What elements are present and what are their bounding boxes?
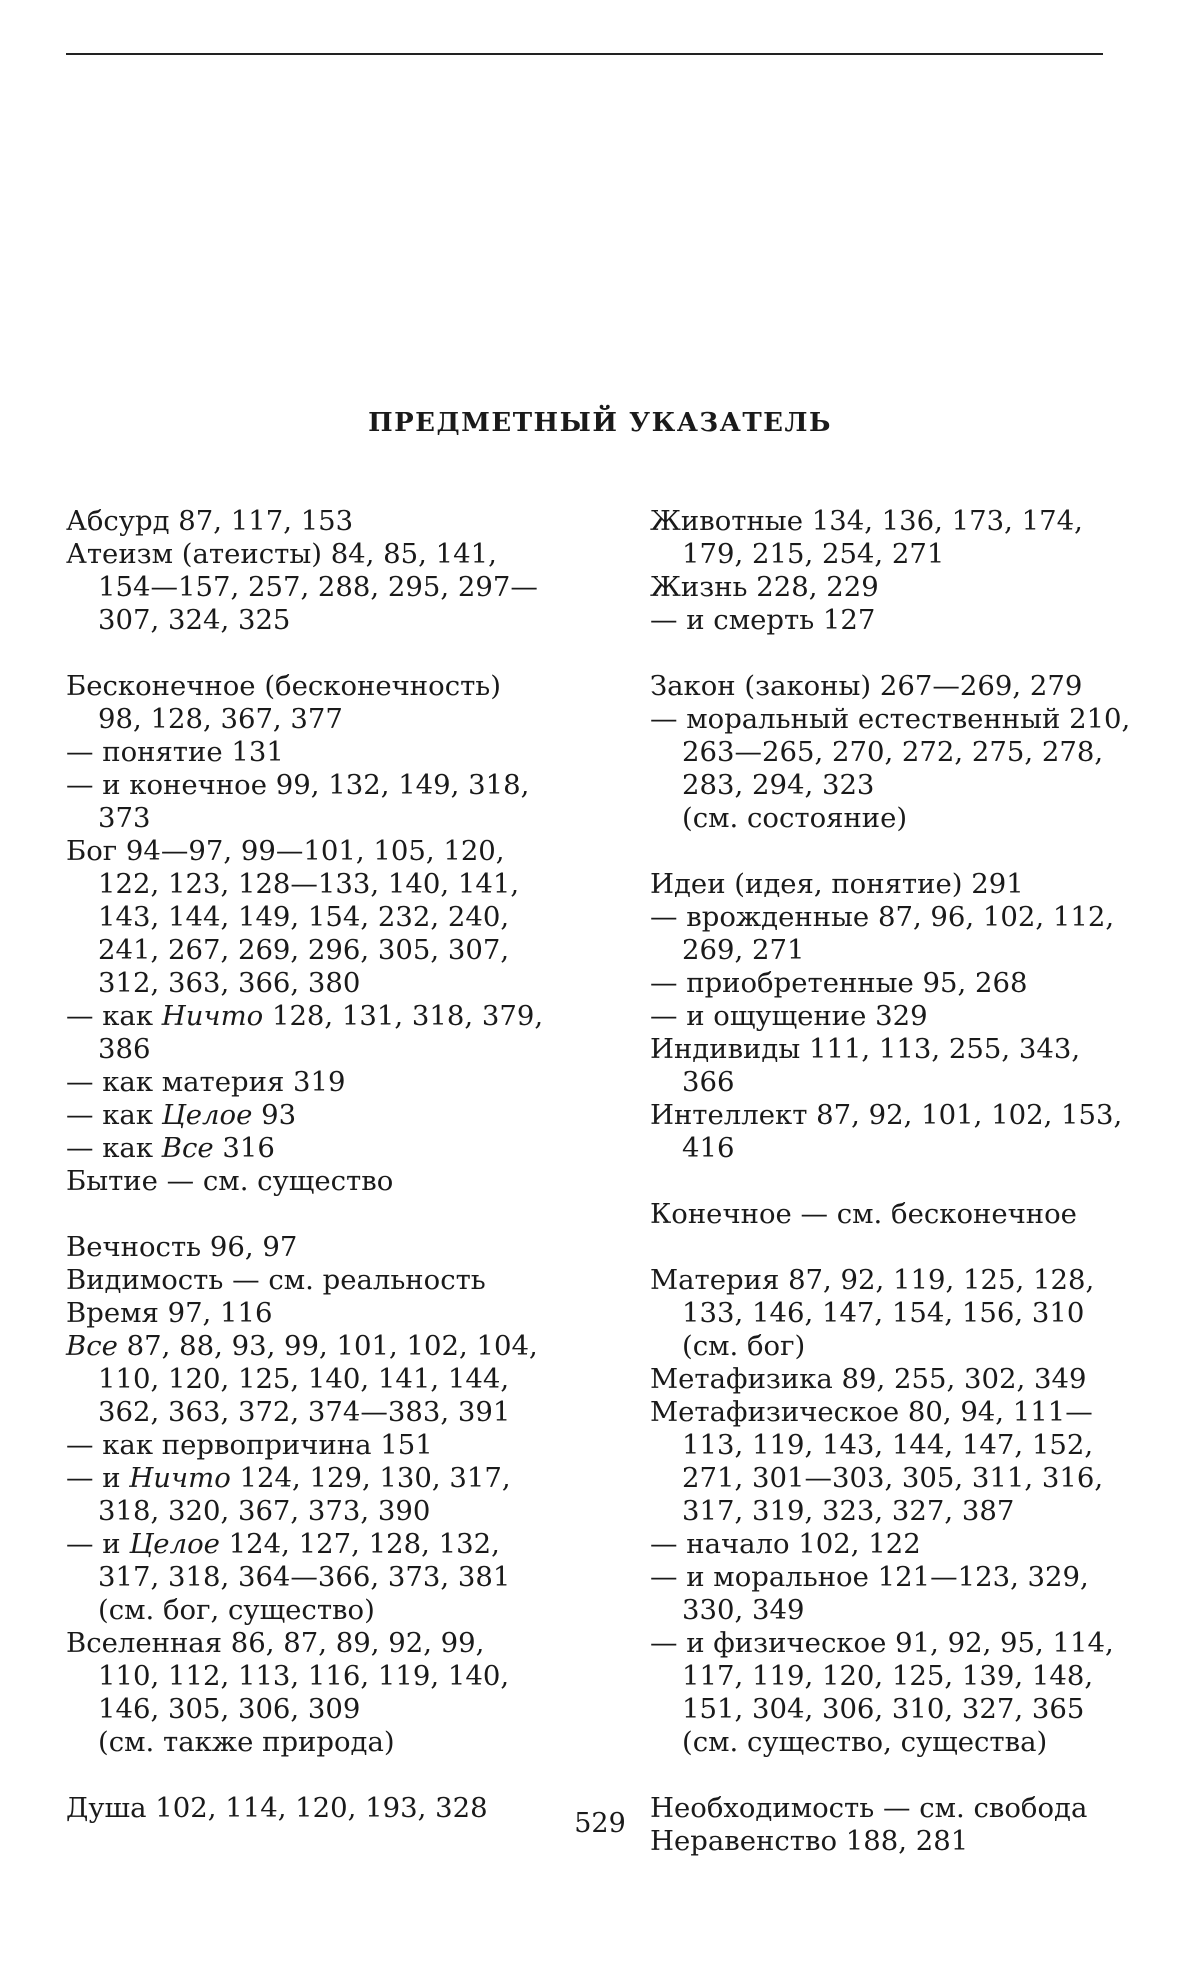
index-text: — начало 102, 122 [650,1528,921,1560]
index-entry [66,769,552,835]
index-entry [650,1000,1138,1033]
index-see-also: (см. также природа) [98,1726,395,1758]
index-term-italic: Целое [129,1528,220,1560]
index-text: — врожденные 87, 96, 102, 112, 269, 271 [650,901,1115,966]
index-entry [66,1627,552,1759]
index-entry [650,604,1138,637]
index-text: 87, 88, 93, 99, 101, 102, 104, 110, 120, 125, 140, 141, 144, 362, 363, 372, 374—383, 391 [98,1330,538,1428]
index-text: — и физическое 91, 92, 95, 114, 117, 119, 120, 125, 139, 148, 151, 304, 306, 310, 327, 365 [650,1627,1114,1725]
top-rule [66,53,1103,55]
index-term-italic: Все [161,1132,214,1164]
index-text: Индивиды 111, 113, 255, 343, 366 [650,1033,1081,1098]
index-entry [650,571,1138,604]
index-entry [66,538,552,637]
index-entry [66,1132,552,1165]
index-entry [650,1561,1138,1627]
index-entry [66,1066,552,1099]
index-text: Время 97, 116 [66,1297,273,1329]
index-text: Материя 87, 92, 119, 125, 128, 133, 146, 147, 154, 156, 310 [650,1264,1095,1329]
index-text: Душа 102, 114, 120, 193, 328 [66,1792,488,1824]
index-entry [650,1627,1138,1759]
index-text: — приобретенные 95, 268 [650,967,1028,999]
index-entry [66,1000,552,1066]
index-text: — и [66,1528,130,1560]
index-text: — и конечное 99, 132, 149, 318, 373 [66,769,530,834]
index-text: — как [66,1000,162,1032]
index-column-left [66,505,552,1825]
index-term-italic: Ничто [129,1462,231,1494]
index-text: Конечное — см. бесконечное [650,1198,1077,1230]
index-text: Идеи (идея, понятие) 291 [650,868,1024,900]
index-entry [650,967,1138,1000]
index-term-italic: Целое [161,1099,253,1131]
index-see-also: (см. бог) [682,1330,806,1362]
index-entry [66,1528,552,1627]
index-text: Атеизм (атеисты) 84, 85, 141, 154—157, 257, 288, 295, 297—307, 324, 325 [66,538,538,636]
index-see-also: (см. бог, существо) [98,1594,375,1626]
index-entry [66,505,552,538]
index-see-also: (см. состояние) [682,802,908,834]
index-text: Метафизическое 80, 94, 111—113, 119, 143, 144, 147, 152, 271, 301—303, 305, 311, 316, 317, 319, 323, 327, 387 [650,1396,1104,1527]
index-entry [650,670,1138,703]
index-text: — как [66,1132,162,1164]
index-text: — и смерть 127 [650,604,876,636]
index-entry [650,1528,1138,1561]
index-entry [650,1198,1138,1231]
index-entry [66,736,552,769]
index-text: — как первопричина 151 [66,1429,433,1461]
index-text: Бытие — см. существо [66,1165,394,1197]
index-term-italic: Ничто [161,1000,264,1032]
index-entry [66,1165,552,1198]
index-entry [650,1264,1138,1363]
index-text: 316 [213,1132,275,1164]
index-entry [650,703,1138,835]
index-entry [650,868,1138,901]
index-text: — моральный естественный 210, 263—265, 270, 272, 275, 278, 283, 294, 323 [650,703,1131,801]
index-term-italic: Все [66,1330,118,1362]
index-text: — и моральное 121—123, 329, 330, 349 [650,1561,1089,1626]
index-text: 128, 131, 318, 379, 386 [98,1000,544,1065]
index-text: — как [66,1099,162,1131]
index-entry [66,670,552,736]
index-text: 124, 127, 128, 132, 317, 318, 364—366, 373, 381 [98,1528,511,1593]
index-text: 124, 129, 130, 317, 318, 320, 367, 373, 390 [98,1462,511,1527]
index-see-also: (см. существо, существа) [682,1726,1048,1758]
index-entry [650,505,1138,571]
index-entry [650,901,1138,967]
index-text: Бесконечное (бесконечность) 98, 128, 367, 377 [66,670,502,735]
index-entry [650,1363,1138,1396]
index-text: Абсурд 87, 117, 153 [66,505,354,537]
index-text: Животные 134, 136, 173, 174, 179, 215, 254, 271 [650,505,1083,570]
page-title: ПРЕДМЕТНЫЙ УКАЗАТЕЛЬ [368,408,832,438]
index-entry [66,1462,552,1528]
index-text: Вселенная 86, 87, 89, 92, 99, 110, 112, 113, 116, 119, 140, 146, 305, 306, 309 [66,1627,510,1725]
index-entry [66,835,552,1000]
index-text: Жизнь 228, 229 [650,571,879,603]
index-text: 93 [252,1099,297,1131]
index-entry [66,1330,552,1429]
index-text: Интеллект 87, 92, 101, 102, 153, 416 [650,1099,1123,1164]
index-text: — понятие 131 [66,736,284,768]
index-entry [66,1429,552,1462]
index-entry [650,1099,1138,1165]
index-entry [66,1264,552,1297]
index-entry [66,1099,552,1132]
index-text: Необходимость — см. свобода [650,1792,1088,1824]
index-text: — и ощущение 329 [650,1000,928,1032]
index-column-right [650,505,1138,1858]
index-text: Видимость — см. реальность [66,1264,486,1296]
page-number: 529 [574,1808,626,1839]
index-entry [650,1033,1138,1099]
index-entry [650,1396,1138,1528]
index-text: Вечность 96, 97 [66,1231,298,1263]
index-text: — и [66,1462,130,1494]
index-entry [66,1231,552,1264]
index-text: Закон (законы) 267—269, 279 [650,670,1083,702]
index-text: Неравенство 188, 281 [650,1825,969,1857]
index-text: Метафизика 89, 255, 302, 349 [650,1363,1087,1395]
index-entry [66,1297,552,1330]
index-text: — как материя 319 [66,1066,346,1098]
index-text: Бог 94—97, 99—101, 105, 120, 122, 123, 128—133, 140, 141, 143, 144, 149, 154, 232, 240, 241, 267, 269, 296, 305, 307, 312, 363, 366, 380 [66,835,520,999]
